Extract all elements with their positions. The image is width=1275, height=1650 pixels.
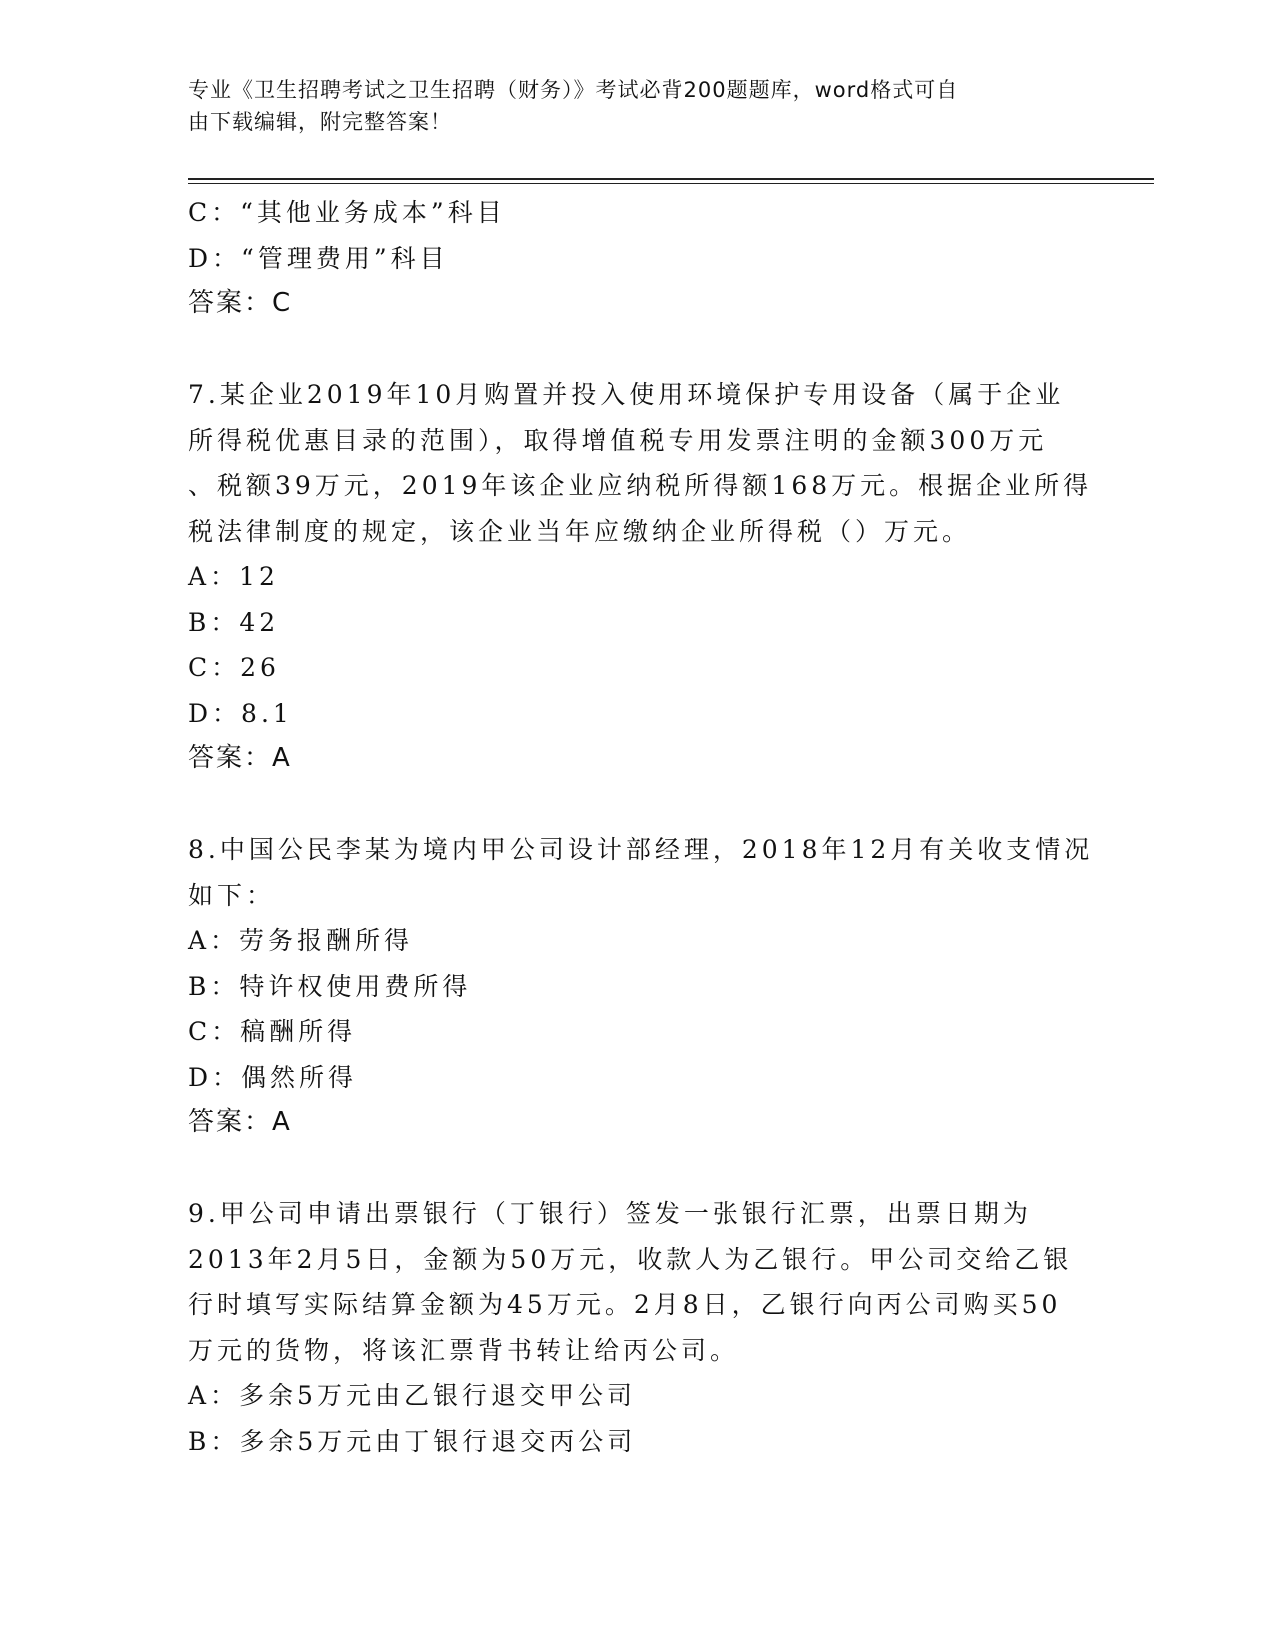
option-c: C：26 [188, 653, 280, 682]
option-d: D：8.1 [188, 698, 293, 728]
option-a: A：劳务报酬所得 [188, 926, 414, 955]
question-9 [188, 1191, 1088, 1464]
option-a: A：12 [188, 562, 279, 591]
question-stem-line: 如下： [188, 880, 276, 910]
question-stem-line: 8.中国公民李某为境内甲公司设计部经理，2018年12月有关收支情况 [188, 835, 1094, 864]
spacer [188, 327, 1088, 373]
question-7 [188, 372, 1093, 782]
header-line-1: 专业《卫生招聘考试之卫生招聘（财务）》考试必背200题题库，word格式可自 [188, 78, 959, 102]
answer-label: 答案：A [188, 1107, 292, 1137]
option-a: A：多余5万元由乙银行退交甲公司 [188, 1381, 636, 1410]
option-b: B：特许权使用费所得 [188, 971, 472, 1001]
question-stem-line: 7.某企业2019年10月购置并投入使用环境保护专用设备（属于企业 [188, 380, 1065, 409]
question-stem-line: 2013年2月5日，金额为50万元，收款人为乙银行。甲公司交给乙银 [188, 1244, 1073, 1274]
question-stem-line: 所得税优惠目录的范围），取得增值税专用发票注明的金额300万元 [188, 425, 1048, 455]
option-c: C：稿酬所得 [188, 1017, 357, 1046]
header-line-2: 由下载编辑，附完整答案！ [188, 110, 452, 134]
option-b: B：42 [188, 607, 280, 637]
option-c: C：“其他业务成本”科目 [188, 198, 506, 227]
option-d: D：偶然所得 [188, 1062, 358, 1092]
question-stem-line: 行时填写实际结算金额为45万元。2月8日，乙银行向丙公司购买50 [188, 1290, 1062, 1319]
header-divider [188, 178, 1154, 184]
answer-label: 答案：C [188, 288, 293, 318]
answer-label: 答案：A [188, 743, 292, 773]
question-list [188, 190, 1094, 1464]
option-d: D：“管理费用”科目 [188, 243, 449, 273]
question-stem-line: 9.甲公司申请出票银行（丁银行）签发一张银行汇票，出票日期为 [188, 1199, 1032, 1228]
option-b: B：多余5万元由丁银行退交丙公司 [188, 1426, 637, 1456]
question-stem-line: 、税额39万元，2019年该企业应纳税所得额168万元。根据企业所得 [188, 471, 1093, 500]
question-8 [188, 827, 1094, 1146]
question-6-tail [188, 190, 1088, 327]
spacer [188, 782, 1088, 828]
spacer [188, 1146, 1088, 1192]
document-header [188, 74, 1088, 138]
question-stem-line: 税法律制度的规定，该企业当年应缴纳企业所得税（）万元。 [188, 516, 972, 546]
question-stem-line: 万元的货物，将该汇票背书转让给丙公司。 [188, 1335, 740, 1365]
